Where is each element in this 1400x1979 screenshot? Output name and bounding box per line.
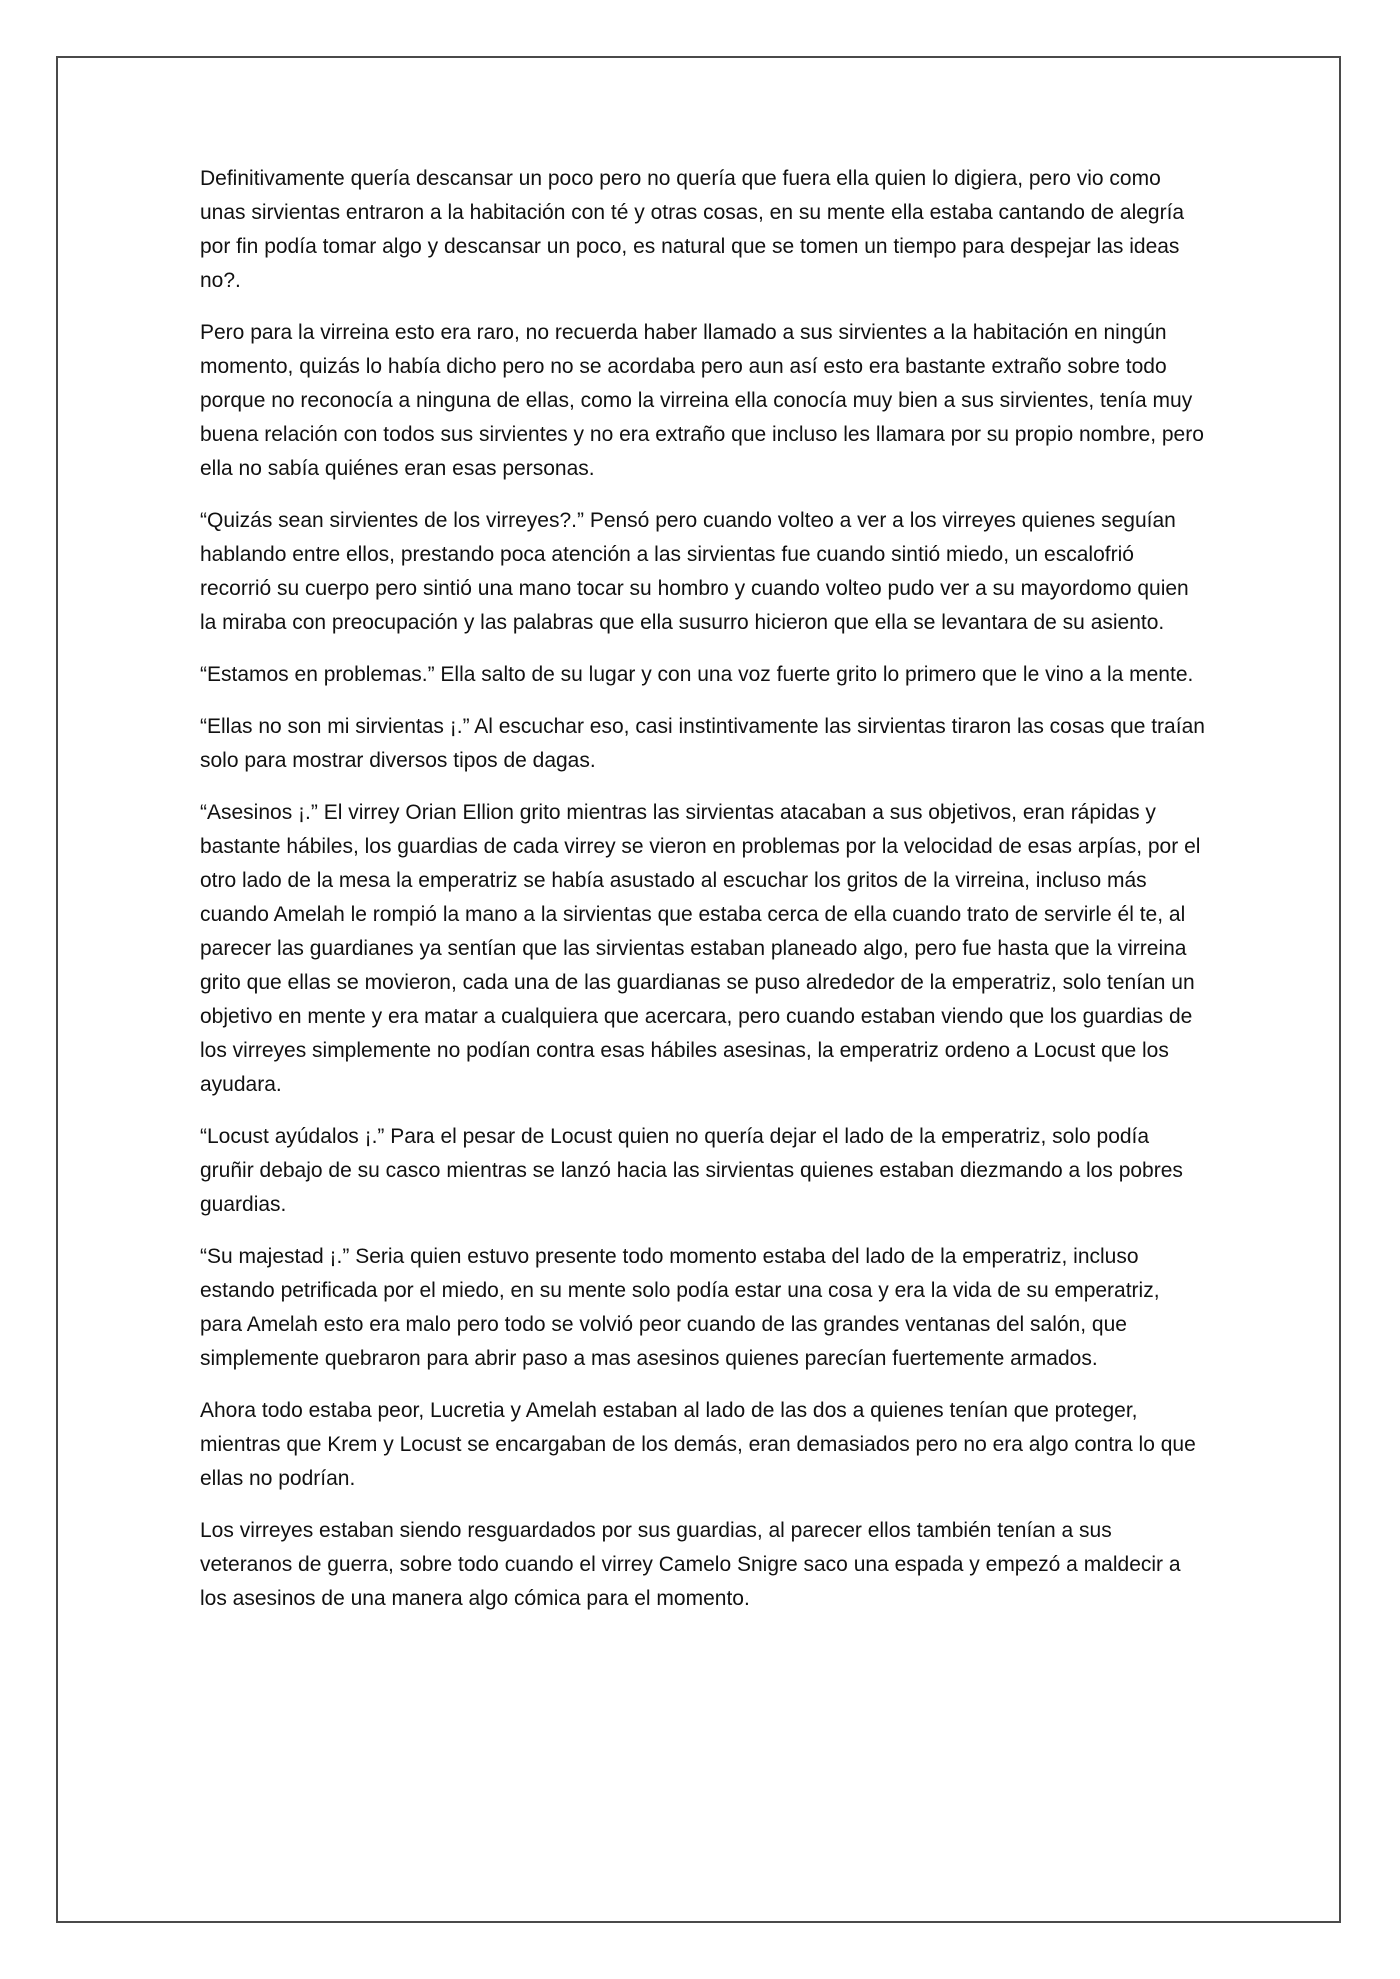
paragraph-2: Pero para la virreina esto era raro, no recuerda haber llamado a sus sirvientes a la habitación en ningún momento, quizás lo había dicho pero no se acordaba pero aun así esto era bastante extraño sobre todo porque no reconocía a ninguna de ellas, como la virreina ella conocía muy bien a sus sirvientes, tenía muy buena relación con todos sus sirvientes y no era extraño que incluso les llamara por su propio nombre, pero ella no sabía quiénes eran esas personas. [200, 321, 1204, 480]
paragraph-3: “Quizás sean sirvientes de los virreyes?.” Pensó pero cuando volteo a ver a los virreyes quienes seguían hablando entre ellos, prestando poca atención a las sirvientas fue cuando sintió miedo, un escalofrió recorrió su cuerpo pero sintió una mano tocar su hombro y cuando volteo pudo ver a su mayordomo quien la miraba con preocupación y las palabras que ella susurro hicieron que ella se levantara de su asiento. [200, 509, 1189, 634]
paragraph-5: “Ellas no son mi sirvientas ¡.” Al escuchar eso, casi instintivamente las sirvientas tiraron las cosas que traían solo para mostrar diversos tipos de dagas. [200, 715, 1205, 772]
paragraph-8: “Su majestad ¡.” Seria quien estuvo presente todo momento estaba del lado de la emperatriz, incluso estando petrificada por el miedo, en su mente solo podía estar una cosa y era la vida de su emperatriz, para Amelah esto era malo pero todo se volvió peor cuando de las grandes ventanas del salón, que simplemente quebraron para abrir paso a mas asesinos quienes parecían fuertemente armados. [200, 1245, 1160, 1370]
document-body [200, 162, 1205, 1634]
paragraph-9: Ahora todo estaba peor, Lucretia y Amelah estaban al lado de las dos a quienes tenían que proteger, mientras que Krem y Locust se encargaban de los demás, eran demasiados pero no era algo contra lo que ellas no podrían. [200, 1399, 1196, 1490]
paragraph-7: “Locust ayúdalos ¡.” Para el pesar de Locust quien no quería dejar el lado de la emperatriz, solo podía gruñir debajo de su casco mientras se lanzó hacia las sirvientas quienes estaban diezmando a los pobres guardias. [200, 1125, 1183, 1216]
paragraph-1: Definitivamente quería descansar un poco pero no quería que fuera ella quien lo digiera, pero vio como unas sirvientas entraron a la habitación con té y otras cosas, en su mente ella estaba cantando de alegría por fin podía tomar algo y descansar un poco, es natural que se tomen un tiempo para despejar las ideas no?. [200, 167, 1185, 292]
paragraph-6: “Asesinos ¡.” El virrey Orian Ellion grito mientras las sirvientas atacaban a sus objetivos, eran rápidas y bastante hábiles, los guardias de cada virrey se vieron en problemas por la velocidad de esas arpías, por el otro lado de la mesa la emperatriz se había asustado al escuchar los gritos de la virreina, incluso más cuando Amelah le rompió la mano a la sirvientas que estaba cerca de ella cuando trato de servirle él te, al parecer las guardianes ya sentían que las sirvientas estaban planeado algo, pero fue hasta que la virreina grito que ellas se movieron, cada una de las guardianas se puso alrededor de la emperatriz, solo tenían un objetivo en mente y era matar a cualquiera que acercara, pero cuando estaban viendo que los guardias de los virreyes simplemente no podían contra esas hábiles asesinas, la emperatriz ordeno a Locust que los ayudara. [200, 801, 1201, 1096]
paragraph-10: Los virreyes estaban siendo resguardados por sus guardias, al parecer ellos también tenían a sus veteranos de guerra, sobre todo cuando el virrey Camelo Snigre saco una espada y empezó a maldecir a los asesinos de una manera algo cómica para el momento. [200, 1519, 1181, 1610]
paragraph-4: “Estamos en problemas.” Ella salto de su lugar y con una voz fuerte grito lo primero que le vino a la mente. [200, 663, 1194, 686]
